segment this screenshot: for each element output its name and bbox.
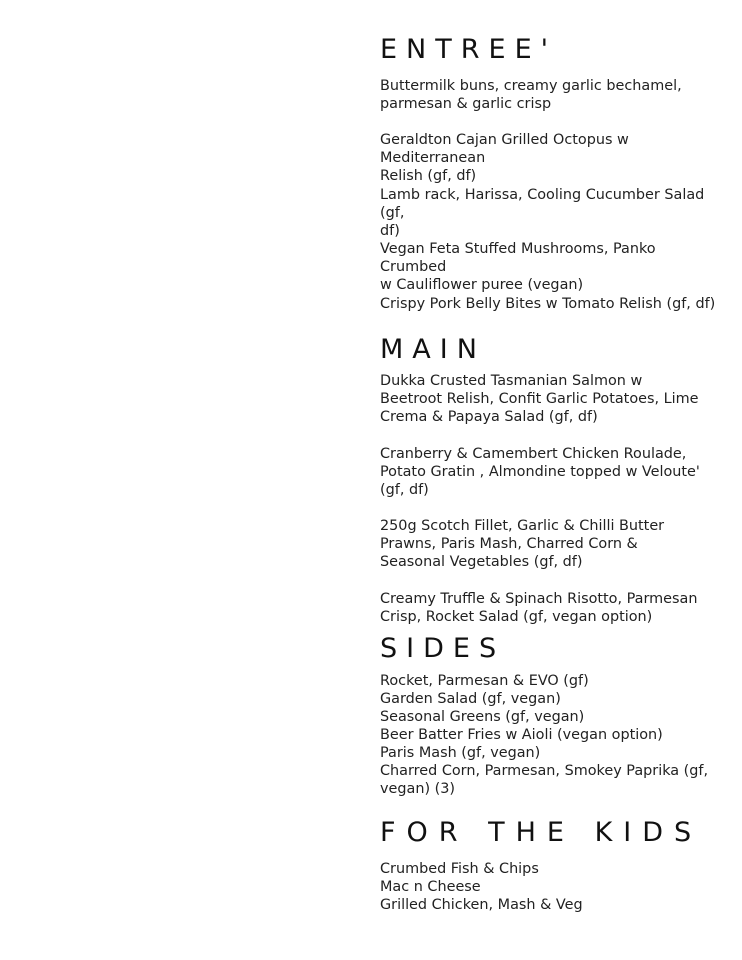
kids-item-fish-chips: Crumbed Fish & Chips [380,861,539,877]
entree-item-vegan-mushrooms: Vegan Feta Stuffed Mushrooms, Panko Crumbed w Cauliflower puree (vegan) [380,241,656,293]
main-item-risotto: Creamy Truffle & Spinach Risotto, Parmesan Crisp, Rocket Salad (gf, vegan option) [380,591,698,625]
side-item-charred-corn: Charred Corn, Parmesan, Smokey Paprika (gf, vegan) (3) [380,763,709,797]
side-item-garden-salad: Garden Salad (gf, vegan) [380,691,561,707]
entree-item-octopus: Geraldton Cajan Grilled Octopus w Mediterranean Relish (gf, df) [380,132,629,184]
entree-heading: ENTREE' [380,34,558,65]
side-item-rocket: Rocket, Parmesan & EVO (gf) [380,673,589,689]
main-item-scotch-fillet: 250g Scotch Fillet, Garlic & Chilli Butter Prawns, Paris Mash, Charred Corn & Seasonal Vegetables (gf, df) [380,518,665,570]
sides-list [380,672,725,798]
side-item-paris-mash: Paris Mash (gf, vegan) [380,745,541,761]
sides-heading: SIDES [380,633,506,664]
kids-item-grilled-chicken: Grilled Chicken, Mash & Veg [380,897,583,913]
main-item-salmon: Dukka Crusted Tasmanian Salmon w Beetroot Relish, Confit Garlic Potatoes, Lime Crema & Papaya Salad (gf, df) [380,373,699,425]
side-item-seasonal-greens: Seasonal Greens (gf, vegan) [380,709,585,725]
entree-item-lamb-rack: Lamb rack, Harissa, Cooling Cucumber Salad (gf, df) [380,187,705,239]
kids-item-mac-cheese: Mac n Cheese [380,879,481,895]
main-item-chicken-roulade: Cranberry & Camembert Chicken Roulade, Potato Gratin , Almondine topped w Veloute' (gf, df) [380,446,700,498]
kids-heading: FOR THE KIDS [380,817,703,848]
side-item-fries: Beer Batter Fries w Aioli (vegan option) [380,727,663,743]
kids-list [380,860,725,914]
entree-item-buttermilk-buns: Buttermilk buns, creamy garlic bechamel, parmesan & garlic crisp [380,78,682,112]
entree-item-pork-belly: Crispy Pork Belly Bites w Tomato Relish (gf, df) [380,296,716,312]
main-heading: MAIN [380,334,486,365]
